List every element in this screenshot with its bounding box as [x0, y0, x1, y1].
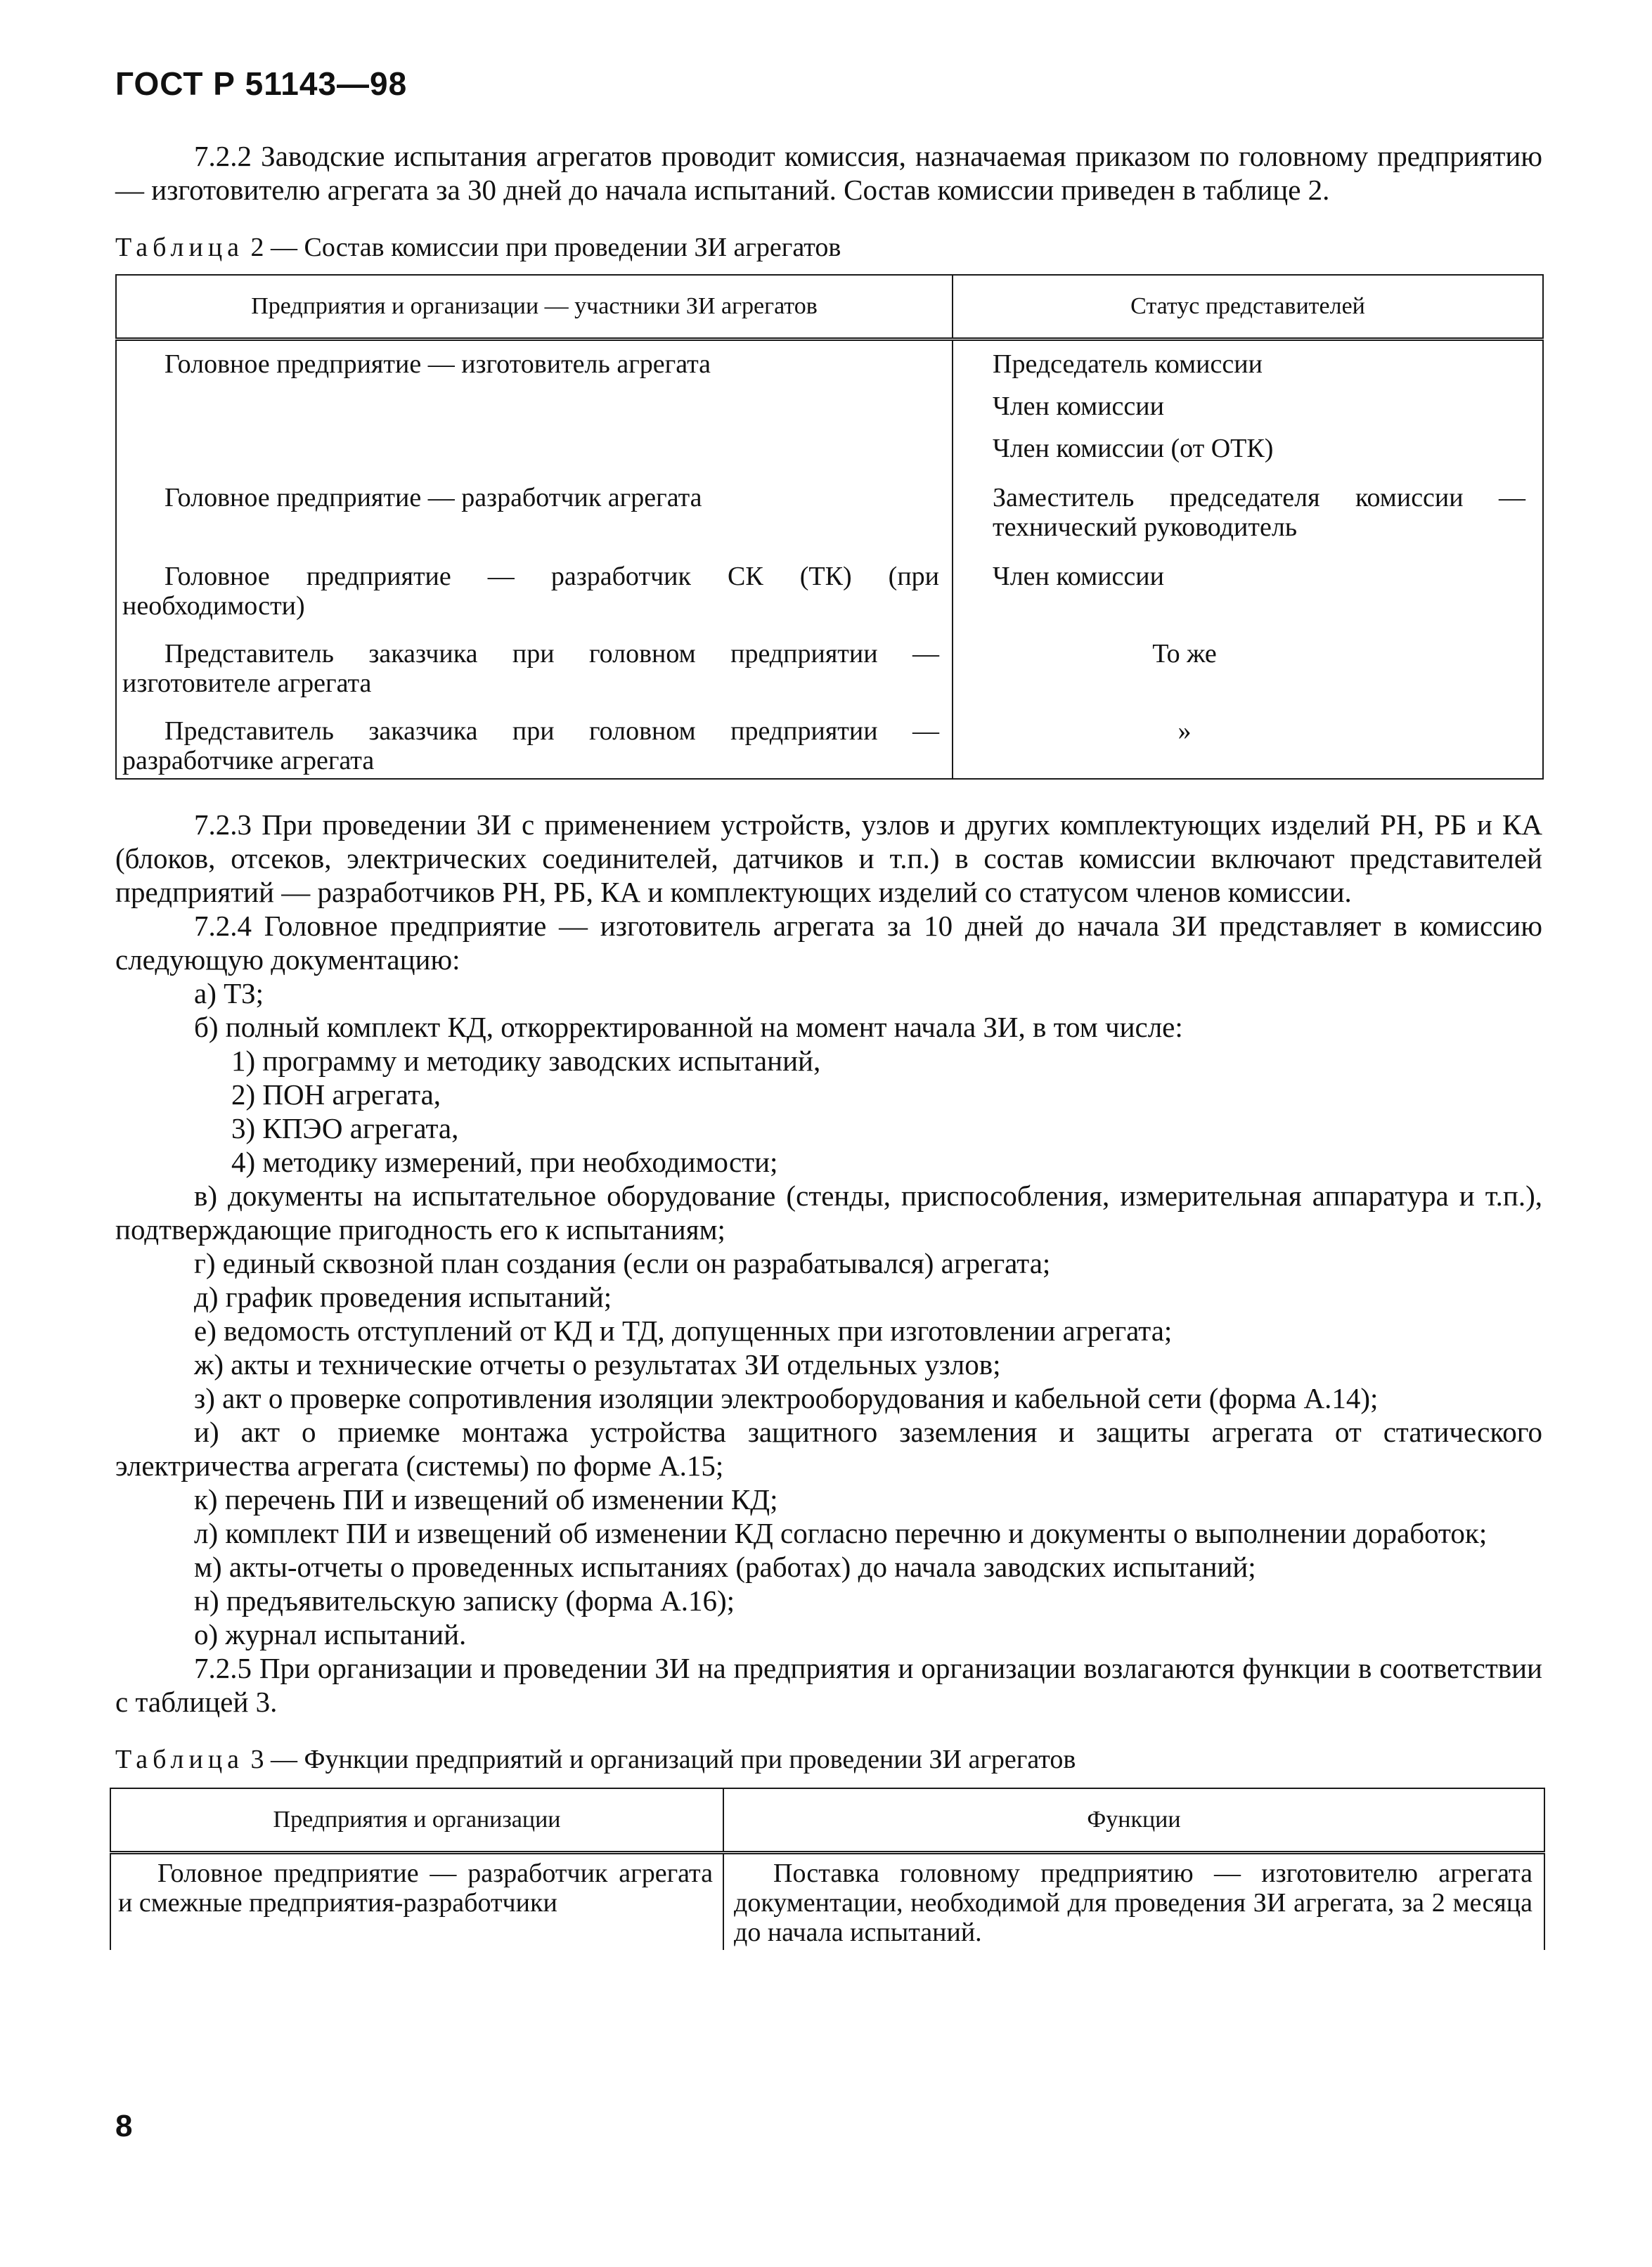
list-item-g: г) единый сквозной план создания (если он разрабатывался) агрегата;	[194, 1247, 1051, 1279]
table-cell-org	[110, 1853, 723, 1951]
table-cell-function	[723, 1853, 1544, 1951]
list-item-m: м) акты-отчеты о проведенных испытаниях (работах) до начала заводских испытаний;	[194, 1551, 1256, 1583]
status-member: Член комиссии	[993, 562, 1164, 591]
cell-text: Головное предприятие — изготовитель агрегата	[164, 349, 711, 379]
paragraph-7-2-4: 7.2.4 Головное предприятие — изготовитель агрегата за 10 дней до начала ЗИ представляет в комиссию следующую документацию:	[115, 910, 1542, 976]
table-cell-org	[116, 479, 953, 557]
cell-text: Головное предприятие — разработчик агрегата	[164, 483, 702, 512]
paragraph-7-2-5: 7.2.5 При организации и проведении ЗИ на предприятия и организации возлагаются функции в соответствии с таблицей 3.	[115, 1652, 1542, 1718]
list-item-zh: ж) акты и технические отчеты о результатах ЗИ отдельных узлов;	[194, 1348, 1001, 1381]
status-deputy-chairman: Заместитель председателя комиссии — технический руководитель	[993, 483, 1525, 542]
paragraph-7-2-2: 7.2.2 Заводские испытания агрегатов проводит комиссия, назначаемая приказом по головному предприятию — изготовителю агрегата за 30 дней до начала испытаний. Состав комиссии приведен в таблице 2.	[115, 140, 1542, 206]
cell-text: Представитель заказчика при головном предприятии — изготовителе агрегата	[122, 639, 939, 698]
document-header: ГОСТ Р 51143—98	[115, 65, 408, 102]
list-item-l: л) комплект ПИ и извещений об изменении КД согласно перечню и документы о выполнении доработок;	[194, 1517, 1488, 1549]
paragraph-7-2-3: 7.2.3 При проведении ЗИ с применением устройств, узлов и других комплектующих изделий РН, РБ и КА (блоков, отсеков, электрических соединителей, датчиков и т.п.) в состав комиссии включают представителей предприятий — разработчиков РН, РБ, КА и комплектующих изделий со статусом членов комиссии.	[115, 808, 1542, 908]
page-number: 8	[115, 2109, 133, 2143]
status-member-otk: Член комиссии (от ОТК)	[993, 434, 1274, 463]
list-item-b3: 3) КПЭО агрегата,	[231, 1112, 459, 1144]
table-cell-org	[116, 635, 953, 712]
list-item-n: н) предъявительскую записку (форма А.16);	[194, 1584, 735, 1617]
list-item-v: в) документы на испытательное оборудование (стенды, приспособления, измерительная аппаратура и т.п.), подтверждающие пригодность его к испытаниям;	[115, 1180, 1542, 1246]
cell-text: Поставка головному предприятию — изготовителю агрегата документации, необходимой для проведения ЗИ агрегата, за 2 месяца до начала испытаний.	[734, 1859, 1532, 1947]
table3-col-organizations: Предприятия и организации	[110, 1788, 723, 1853]
table2-caption-word: Таблица	[115, 233, 245, 262]
list-item-b4: 4) методику измерений, при необходимости;	[231, 1146, 778, 1178]
table-row	[110, 1853, 1544, 1951]
table-cell-status	[953, 340, 1543, 479]
list-item-d: д) график проведения испытаний;	[194, 1281, 612, 1313]
table-2	[115, 274, 1544, 780]
table-cell-org	[116, 340, 953, 479]
table3-col-functions: Функции	[723, 1788, 1544, 1853]
table-cell-status	[953, 479, 1543, 557]
cell-text: Головное предприятие — разработчик агрегата и смежные предприятия-разработчики	[118, 1859, 713, 1918]
table-3	[110, 1788, 1545, 1950]
status-same: То же	[1152, 639, 1217, 669]
table2-caption	[115, 231, 1542, 264]
table3-header-row	[110, 1788, 1544, 1853]
page-content	[115, 139, 1542, 1950]
list-item-b1: 1) программу и методику заводских испытаний,	[231, 1045, 821, 1077]
table2-col-status: Статус представителей	[953, 275, 1543, 340]
list-item-e: е) ведомость отступлений от КД и ТД, допущенных при изготовлении агрегата;	[194, 1315, 1173, 1347]
table-cell-org	[116, 712, 953, 779]
list-item-b2: 2) ПОН агрегата,	[231, 1078, 441, 1111]
list-item-k: к) перечень ПИ и извещений об изменении КД;	[194, 1483, 778, 1516]
list-item-i: и) акт о приемке монтажа устройства защитного заземления и защиты агрегата от статического электричества агрегата (системы) по форме А.15;	[115, 1416, 1542, 1482]
table-row	[116, 340, 1543, 479]
table-row	[116, 635, 1543, 712]
table-row	[116, 557, 1543, 635]
table3-caption-text: 3 — Функции предприятий и организаций при проведении ЗИ агрегатов	[250, 1745, 1076, 1774]
list-item-z: з) акт о проверке сопротивления изоляции электрооборудования и кабельной сети (форма А.14);	[194, 1382, 1379, 1414]
table-row	[116, 479, 1543, 557]
table2-caption-text: 2 — Состав комиссии при проведении ЗИ агрегатов	[250, 233, 841, 262]
status-ditto-mark: »	[1177, 716, 1192, 746]
table3-caption	[115, 1743, 1542, 1776]
cell-text: Представитель заказчика при головном предприятии — разработчике агрегата	[122, 716, 939, 775]
list-item-b: б) полный комплект КД, откорректированной на момент начала ЗИ, в том числе:	[194, 1011, 1183, 1043]
table3-caption-word: Таблица	[115, 1745, 245, 1774]
cell-text: Головное предприятие — разработчик СК (ТК) (при необходимости)	[122, 562, 939, 621]
table-cell-status	[953, 557, 1543, 635]
table-cell-status	[953, 635, 1543, 712]
table2-header-row	[116, 275, 1543, 340]
table-row	[116, 712, 1543, 779]
table-cell-org	[116, 557, 953, 635]
status-member: Член комиссии	[993, 392, 1164, 421]
status-chairman: Председатель комиссии	[993, 349, 1263, 379]
table2-col-organizations: Предприятия и организации — участники ЗИ агрегатов	[116, 275, 953, 340]
table-cell-status	[953, 712, 1543, 779]
list-item-o: о) журнал испытаний.	[194, 1618, 467, 1651]
list-item-a: а) ТЗ;	[194, 977, 264, 1009]
